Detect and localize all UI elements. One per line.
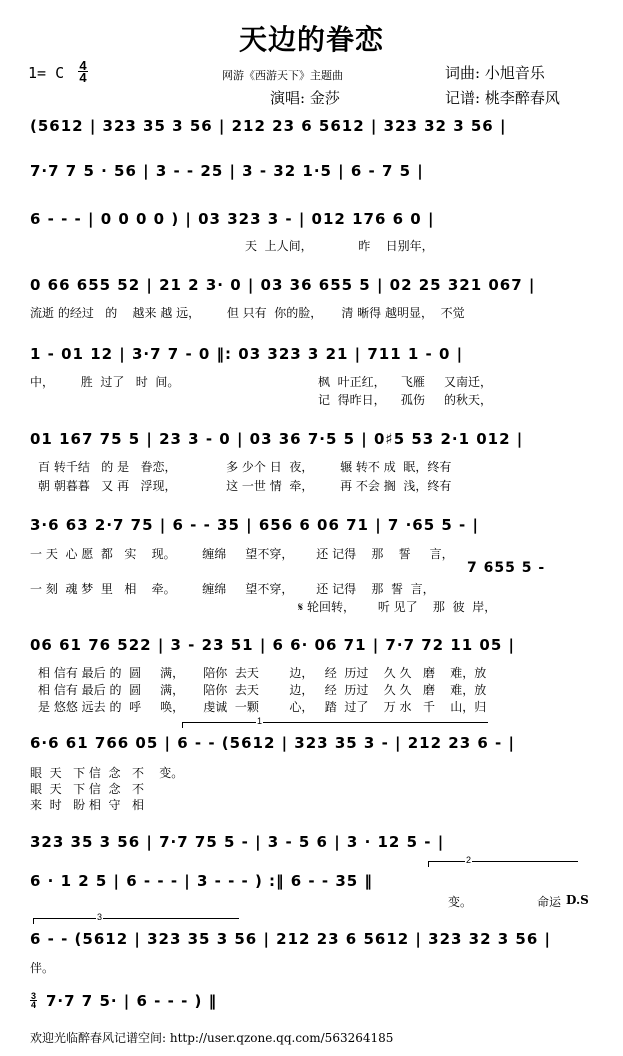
lyric-line: 百 转千结 的 是 眷恋， 多 少个 日 夜， 辗 转不 成 眠，终有 (38, 460, 452, 474)
lyric-line: 眼 天 下 信 念 不 (30, 782, 144, 796)
lyric-line: 来 时 盼 相 守 相 (30, 798, 144, 812)
lyric-line: 流逝 的经过 的 越来 越 远， 但 只有 你的脸， 清 晰得 越明显， 不觉 (30, 306, 465, 320)
lyric-line: 枫 叶正红， 飞雁 又南迁， (318, 375, 492, 389)
lyric-line: 变。 (448, 895, 473, 909)
time-signature-bottom: 4 (79, 70, 87, 85)
score-row (30, 734, 603, 752)
singer-credit: 演唱: 金莎 (270, 89, 340, 107)
footer-link-text: 欢迎光临醉春风记谱空间: http://user.qzone.qq.com/563264185 (30, 1031, 394, 1045)
lyric-line: 眼 天 下 信 念 不 变。 (30, 766, 184, 780)
time-signature-change: 3 4 (30, 991, 36, 1010)
score-row (30, 636, 603, 654)
time-signature (78, 60, 88, 83)
score-row (30, 833, 603, 851)
notation-line: 6·6 61 766 05 | 6 - - (5612 | 323 35 3 - | 212 23 6 - | (30, 734, 515, 752)
notation-line: 0 66 655 52 | 21 2 3· 0 | 03 36 655 5 | 02 25 321 067 | (30, 276, 536, 294)
notation-line: 6 - - (5612 | 323 35 3 56 | 212 23 6 5612 | 323 32 3 56 | (30, 930, 551, 948)
score-row (30, 210, 603, 228)
lyric-line: 一 天 心 愿 都 实 现。 缠绵 望不穿， 还 记得 那 誓 言， (30, 547, 454, 561)
notation-line: 01 167 75 5 | 23 3 - 0 | 03 36 7·5 5 | 0♯5 53 2·1 012 | (30, 430, 524, 448)
score-row (30, 345, 603, 363)
lyric-line: 中， 胜 过了 时 间。 (30, 375, 180, 389)
notation-line: 7·7 7 5 · 56 | 3 - - 25 | 3 - 32 1·5 | 6 - 7 5 | (30, 162, 424, 180)
score-row (30, 117, 603, 135)
dal-segno-mark: D.S (566, 893, 589, 907)
transcriber-credit: 记谱: 桃李醉春风 (445, 89, 560, 107)
score-row (30, 930, 603, 948)
lyric-line: 一 刻 魂 梦 里 相 牵。 缠绵 望不穿， 还 记得 那 誓 言， (30, 582, 435, 596)
lyric-line: 天 上人间， 昨 日别年， (245, 239, 434, 253)
notation-line: 6 · 1 2 5 | 6 - - - | 3 - - - ) :‖ 6 - - 35 ‖ (30, 872, 373, 890)
lyric-line: 记 得昨日， 孤伤 的秋天， (318, 393, 492, 407)
lyric-line: 是 悠悠 远去 的 呼 唤， 虔诚 一颗 心， 踏 过了 万 水 千 山，归 (38, 700, 487, 714)
notation-line: (5612 | 323 35 3 56 | 212 23 6 5612 | 323 32 3 56 | (30, 117, 507, 135)
lyric-line: 𝄋 轮回转， 听 见了 那 彼 岸， (298, 600, 497, 614)
subtitle: 网游《西游天下》主题曲 (222, 69, 343, 82)
lyric-line: 相 信有 最后 的 圆 满， 陪你 去天 边， 经 历过 久 久 磨 难，放 (38, 683, 487, 697)
score-row (30, 872, 603, 890)
score-row (46, 992, 603, 1010)
score-row (30, 430, 603, 448)
key-signature: 1= C (28, 64, 65, 82)
lyric-line: 伴。 (30, 961, 55, 975)
score-row (30, 276, 603, 294)
notation-line: 06 61 76 522 | 3 - 23 51 | 6 6· 06 71 | 7·7 72 11 05 | (30, 636, 515, 654)
notation-line: 323 35 3 56 | 7·7 75 5 - | 3 - 5 6 | 3 · 12 5 - | (30, 833, 445, 851)
lyric-line: 朝 朝暮暮 又 再 浮现， 这 一世 情 牵， 再 不会 搁 浅，终有 (38, 479, 452, 493)
notation-line: 6 - - - | 0 0 0 0 ) | 03 323 3 - | 012 176 6 0 | (30, 210, 435, 228)
notation-line: 1 - 01 12 | 3·7 7 - 0 ‖: 03 323 3 21 | 711 1 - 0 | (30, 345, 464, 363)
lyric-line: 命运 (537, 895, 562, 909)
score-row (30, 516, 603, 534)
score-row (30, 162, 603, 180)
notation-line: 7·7 7 5· | 6 - - - ) ‖ (46, 992, 218, 1010)
notation-line: 3·6 63 2·7 75 | 6 - - 35 | 656 6 06 71 | 7 ·65 5 - | (30, 516, 479, 534)
alt-ending-notes: 7 655 5 - (467, 560, 546, 576)
score-title: 天边的眷恋 (238, 23, 384, 56)
lyric-line: 相 信有 最后 的 圆 满， 陪你 去天 边， 经 历过 久 久 磨 难，放 (38, 666, 487, 680)
time-signature-top: 4 (79, 58, 87, 73)
lyrics-music-credit: 词曲: 小旭音乐 (445, 64, 545, 82)
